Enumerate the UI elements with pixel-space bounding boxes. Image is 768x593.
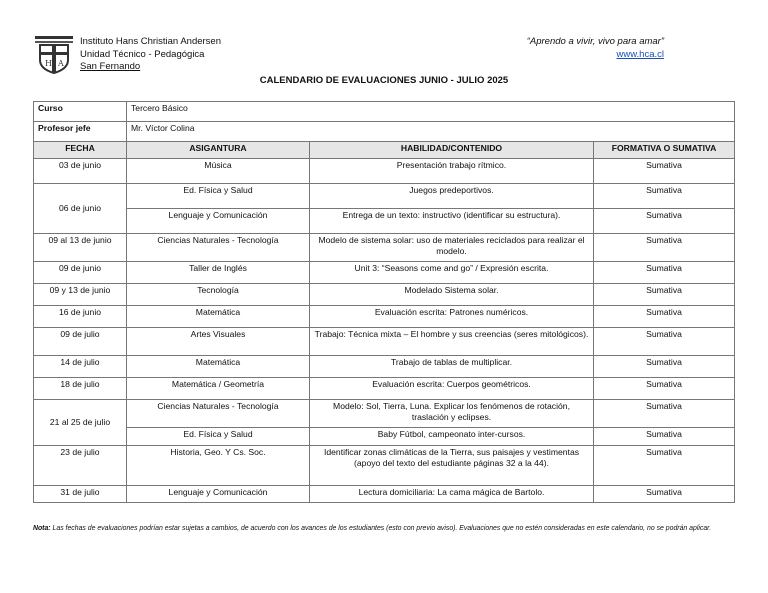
col-header-type: FORMATIVA O SUMATIVA: [594, 142, 735, 159]
date-cell: 18 de julio: [34, 378, 127, 400]
content-cell: Entrega de un texto: instructivo (identificar su estructura).: [310, 209, 594, 234]
type-cell: Sumativa: [594, 234, 735, 262]
date-cell: 14 de julio: [34, 356, 127, 378]
table-row: [34, 428, 735, 446]
city-link[interactable]: San Fernando: [80, 61, 141, 72]
subject-cell: Matemática / Geometría: [127, 378, 310, 400]
course-label: Curso: [34, 102, 127, 122]
col-header-content: HABILIDAD/CONTENIDO: [310, 142, 594, 159]
date-cell: 09 de julio: [34, 328, 127, 356]
subject-cell: Artes Visuales: [127, 328, 310, 356]
subject-cell: Lenguaje y Comunicación: [127, 486, 310, 503]
type-cell: Sumativa: [594, 428, 735, 446]
footnote-label: Nota:: [33, 525, 51, 532]
subject-cell: Historia, Geo. Y Cs. Soc.: [127, 446, 310, 486]
type-cell: Sumativa: [594, 328, 735, 356]
type-cell: Sumativa: [594, 262, 735, 284]
institution-name: Instituto Hans Christian Andersen: [80, 36, 221, 47]
subject-cell: Matemática: [127, 356, 310, 378]
table-row: [34, 328, 735, 356]
type-cell: Sumativa: [594, 159, 735, 184]
col-header-date: FECHA: [34, 142, 127, 159]
motto-text: “Aprendo a vivir, vivo para amar”: [526, 36, 664, 47]
footnote: [33, 524, 738, 533]
type-cell: Sumativa: [594, 184, 735, 209]
subject-cell: Ciencias Naturales - Tecnología: [127, 234, 310, 262]
date-cell: 31 de julio: [34, 486, 127, 503]
table-row: [34, 234, 735, 262]
table-row: [34, 284, 735, 306]
subject-cell: Lenguaje y Comunicación: [127, 209, 310, 234]
subject-cell: Taller de Inglés: [127, 262, 310, 284]
teacher-value: Mr. Víctor Colina: [127, 122, 735, 142]
type-cell: Sumativa: [594, 446, 735, 486]
course-row: [34, 102, 735, 122]
content-cell: Modelo: Sol, Tierra, Luna. Explicar los fenómenos de rotación, traslación y eclipses.: [310, 400, 594, 428]
date-cell: 23 de julio: [34, 446, 127, 486]
date-cell: 16 de junio: [34, 306, 127, 328]
table-row: [34, 184, 735, 209]
subject-cell: Matemática: [127, 306, 310, 328]
content-cell: Evaluación escrita: Patrones numéricos.: [310, 306, 594, 328]
type-cell: Sumativa: [594, 306, 735, 328]
content-cell: Presentación trabajo rítmico.: [310, 159, 594, 184]
table-row: [34, 306, 735, 328]
svg-text:A: A: [58, 59, 64, 68]
motto-block: [527, 36, 664, 61]
teacher-row: [34, 122, 735, 142]
content-cell: Trabajo de tablas de multiplicar.: [310, 356, 594, 378]
header-row: [34, 142, 735, 159]
evaluations-table: [33, 101, 735, 503]
table-row: [34, 356, 735, 378]
type-cell: Sumativa: [594, 356, 735, 378]
table-row: [34, 400, 735, 428]
type-cell: Sumativa: [594, 486, 735, 503]
content-cell: Lectura domiciliaria: La cama mágica de Bartolo.: [310, 486, 594, 503]
date-cell: 06 de junio: [34, 184, 127, 234]
content-cell: Trabajo: Técnica mixta – El hombre y sus creencias (seres mitológicos).: [310, 328, 594, 356]
col-header-subject: ASIGANTURA: [127, 142, 310, 159]
course-value: Tercero Básico: [127, 102, 735, 122]
content-cell: Evaluación escrita: Cuerpos geométricos.: [310, 378, 594, 400]
svg-text:H: H: [45, 59, 52, 68]
school-crest-icon: [34, 34, 74, 74]
subject-cell: Ed. Física y Salud: [127, 184, 310, 209]
subject-cell: Música: [127, 159, 310, 184]
date-cell: 09 de junio: [34, 262, 127, 284]
unit-name: Unidad Técnico - Pedagógica: [80, 48, 205, 60]
subject-cell: Ed. Física y Salud: [127, 428, 310, 446]
content-cell: Unit 3: “Seasons come and go” / Expresión escrita.: [310, 262, 594, 284]
content-cell: Juegos predeportivos.: [310, 184, 594, 209]
table-row: [34, 446, 735, 486]
table-row: [34, 262, 735, 284]
table-row: [34, 486, 735, 503]
subject-cell: Tecnología: [127, 284, 310, 306]
institution-block: [80, 36, 221, 74]
date-cell: 03 de junio: [34, 159, 127, 184]
website-link[interactable]: www.hca.cl: [616, 48, 664, 60]
subject-cell: Ciencias Naturales - Tecnología: [127, 400, 310, 428]
date-cell: 09 y 13 de junio: [34, 284, 127, 306]
table-row: [34, 378, 735, 400]
page-title: CALENDARIO DE EVALUACIONES JUNIO - JULIO 2025: [259, 75, 509, 86]
content-cell: Modelo de sistema solar: uso de materiales reciclados para realizar el modelo.: [310, 234, 594, 262]
content-cell: Modelado Sistema solar.: [310, 284, 594, 306]
content-cell: Baby Fútbol, campeonato inter-cursos.: [310, 428, 594, 446]
type-cell: Sumativa: [594, 209, 735, 234]
type-cell: Sumativa: [594, 378, 735, 400]
date-cell: 09 al 13 de junio: [34, 234, 127, 262]
footnote-text: Las fechas de evaluaciones podrían estar sujetas a cambios, de acuerdo con los avances de los estudiantes (esto con previo aviso). Evaluaciones que no estén consideradas en este calendario, no se podrán aplicar.: [50, 525, 712, 532]
teacher-label: Profesor jefe: [34, 122, 127, 142]
type-cell: Sumativa: [594, 400, 735, 428]
table-row: [34, 159, 735, 184]
date-cell: 21 al 25 de julio: [34, 400, 127, 446]
table-row: [34, 209, 735, 234]
type-cell: Sumativa: [594, 284, 735, 306]
content-cell: Identificar zonas climáticas de la Tierra, sus paisajes y vestimentas (apoyo del texto del estudiante páginas 32 a la 44).: [310, 446, 594, 486]
